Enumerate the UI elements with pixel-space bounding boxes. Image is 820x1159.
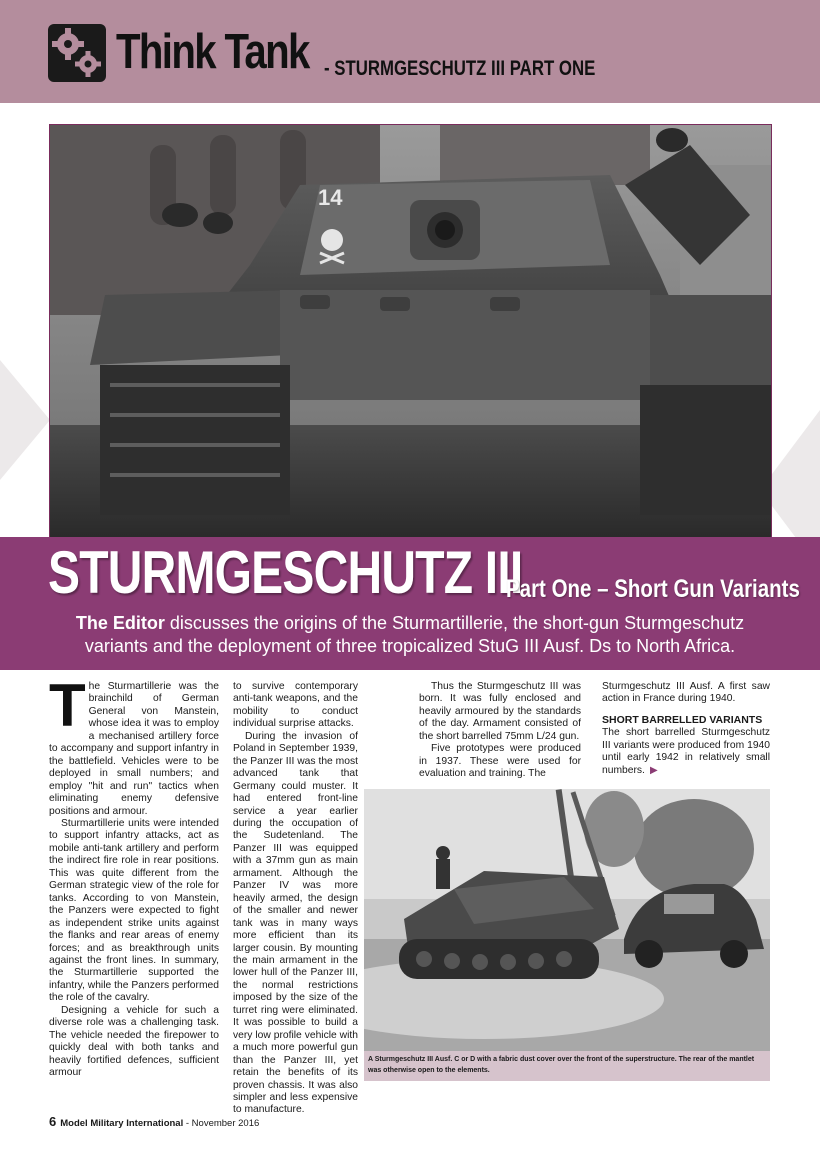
paragraph: Thus the Sturmgeschutz III was born. It was fully enclosed and heavily armoured by the standards of the day. Armament consisted of the short barrelled 75mm L/24 gun. <box>419 681 581 742</box>
paragraph <box>49 672 219 818</box>
article-subtitle: Part One – Short Gun Variants <box>506 575 800 603</box>
article-title: STURMGESCHUTZ III <box>48 539 523 606</box>
background-wedge-left <box>0 360 50 480</box>
issue-date: - November 2016 <box>183 1118 260 1129</box>
standfirst-text: discusses the origins of the Sturmartillerie, the short-gun Sturmgeschutz variants and the deployment of three tropicalized StuG III Ausf. Ds to North Africa. <box>84 613 745 656</box>
standfirst-author: The Editor <box>75 613 165 633</box>
text-column-3 <box>419 681 581 781</box>
paragraph: Sturmgeschutz III Ausf. A first saw action in France during 1940. <box>602 681 770 705</box>
page-footer <box>49 1115 259 1131</box>
paragraph <box>602 727 770 777</box>
paragraph: Sturmartillerie units were intended to support infantry attacks, act as mobile anti-tank artillery and perform the indirect fire role in rear positions. This was quite different from the German strategic view of the role for tanks. According to von Manstein, the Panzers were expected to fight as independent strike units against the flanks and rear areas of enemy forces; and as breakthrough units against the front lines. In summary, the Sturmartillerie supported the infantry, while the Panzers performed the role of the cavalry. <box>49 817 219 1004</box>
turret-number: 14 <box>318 185 343 210</box>
text-column-2 <box>233 681 358 1117</box>
text-column-1 <box>49 672 219 1080</box>
drop-cap: T <box>49 672 86 739</box>
gear-icon <box>48 24 106 82</box>
section-subtitle: - STURMGESCHUTZ III PART ONE <box>324 57 596 80</box>
section-title: Think Tank <box>116 25 309 79</box>
paragraph: Designing a vehicle for such a diverse role was a challenging task. The vehicle needed the firepower to quickly deal with both tanks and heavily fortified defences, sufficient armour <box>49 1004 219 1079</box>
paragraph-text: The short barrelled Sturmgeschutz III variants were produced from 1940 until early 1942 in relatively small numbers. <box>602 727 770 776</box>
paragraph: During the invasion of Poland in September 1939, the Panzer III was the most advanced tank that Germany could muster. It had entered front-line service a year earlier during the occupation of the Sudetenland. The Panzer III was equipped with a 37mm gun as main armament. Although the Panzer IV was more heavily armed, the design of the smaller and newer tank was in many ways more efficient than its larger cousin. By mounting the main armament in the lower hull of the Panzer III, the normal restrictions imposed by the size of the turret ring were eliminated. It was possible to build a very low profile vehicle with a much more powerful gun than the Panzer III, yet retain the benefits of its proven chassis. It was also simpler and less expensive to manufacture. <box>233 730 358 1116</box>
text-column-4 <box>602 681 770 777</box>
continue-arrow-icon: ▶ <box>649 764 658 776</box>
magazine-name: Model Military International <box>60 1118 184 1129</box>
photo-caption: A Sturmgeschutz III Ausf. C or D with a fabric dust cover over the front of the superstructure. The rear of the mantlet was otherwise open to the elements. <box>368 1056 755 1074</box>
hero-photo <box>49 124 772 538</box>
paragraph: to survive contemporary anti-tank weapons, and the mobility to conduct individual surprise attacks. <box>233 681 358 730</box>
paragraph: Five prototypes were produced in 1937. These were used for evaluation and training. The <box>419 743 581 780</box>
standfirst <box>60 612 760 658</box>
subheading: SHORT BARRELLED VARIANTS <box>602 713 763 726</box>
secondary-photo <box>364 789 770 1051</box>
paragraph-text: he Sturmartillerie was the brainchild of German General von Manstein, whose idea it was to employ a mechanised artillery force to accompany and support infantry in the battlefield. Vehicles were to be deployed in small numbers; and employ "hit and run" tactics when eliminating enemy defensive positions and armour. <box>49 681 219 817</box>
page-number: 6 <box>49 1114 57 1129</box>
